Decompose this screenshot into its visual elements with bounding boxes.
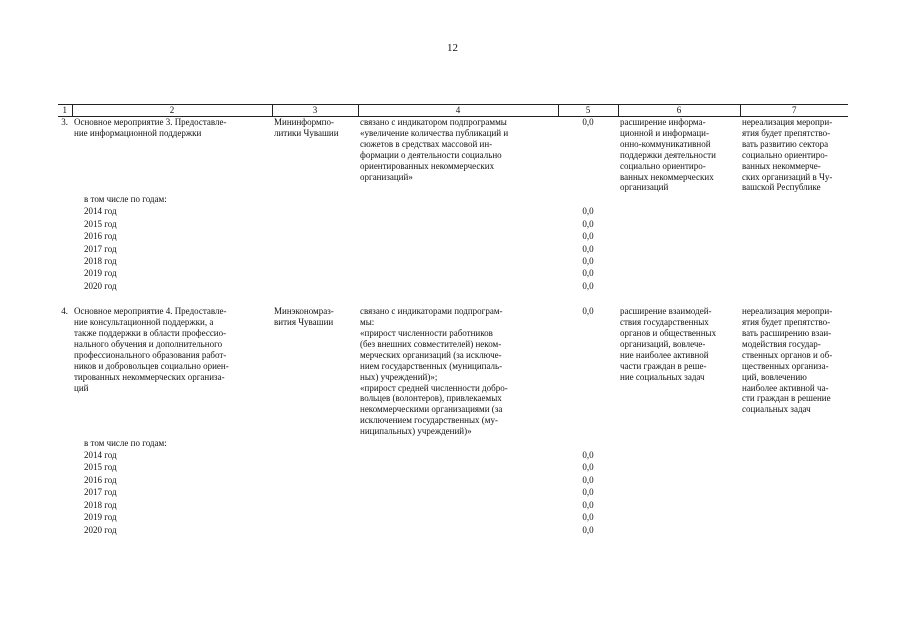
expected-result-line: организаций <box>620 182 669 193</box>
funding-amount: 0,0 <box>582 306 594 317</box>
table-row <box>58 306 848 437</box>
table-body <box>58 117 848 536</box>
executor-line: Мининформпо- <box>274 117 334 127</box>
risk-consequence-line: модействия государ- <box>742 338 821 349</box>
year-label: 2020 год <box>84 524 117 535</box>
year-row <box>58 267 848 279</box>
event-name-line: нального обучения и дополнительного <box>74 338 223 349</box>
table-row <box>58 117 848 194</box>
year-row <box>58 524 848 536</box>
year-amount: 0,0 <box>582 462 594 473</box>
indicator-link-line: связано с индикатором подпрограммы <box>360 117 507 127</box>
year-row <box>58 474 848 486</box>
event-name <box>72 306 272 437</box>
year-label: 2014 год <box>84 206 117 217</box>
indicator-link-line: сюжетов в средствах массовой ин- <box>360 138 493 149</box>
years-intro-row <box>58 193 848 205</box>
years-label: в том числе по годам: <box>84 194 167 205</box>
year-amount: 0,0 <box>582 243 594 254</box>
year-row <box>58 230 848 242</box>
risk-consequence-line: вашской Республике <box>742 182 821 193</box>
indicator-link-line: некоммерческими организациями (за <box>360 404 503 415</box>
expected-result-line: ционной и информаци- <box>620 127 709 138</box>
risk-consequence-line: сти граждан в решение <box>742 393 831 404</box>
year-row <box>58 461 848 473</box>
header-col-6: 6 <box>618 105 740 117</box>
executor-line: вития Чувашии <box>274 317 334 328</box>
year-label: 2019 год <box>84 268 117 279</box>
header-col-7: 7 <box>740 105 848 117</box>
event-name-line: также поддержки в области профессио- <box>74 328 227 338</box>
expected-result-line: поддержки деятельности <box>620 149 716 160</box>
executor <box>272 117 358 194</box>
risk-consequence-line: ций, вовлечению <box>742 371 807 382</box>
year-row <box>58 243 848 255</box>
risk-consequence-line: ятия будет препятство- <box>742 317 831 328</box>
indicator-link-line: мерческих организаций (за исключе- <box>360 349 502 360</box>
header-col-4: 4 <box>358 105 558 117</box>
year-label: 2019 год <box>84 512 117 523</box>
year-amount: 0,0 <box>582 231 594 242</box>
expected-result-line: органов и общественных <box>620 328 717 338</box>
year-label: 2018 год <box>84 255 117 266</box>
year-label: 2017 год <box>84 243 117 254</box>
year-row <box>58 499 848 511</box>
risk-consequence-line: нереализация меропри- <box>742 117 833 127</box>
indicator-link-line: ных) учреждений)»; <box>360 371 438 382</box>
event-name-line: Основное мероприятие 3. Предоставле- <box>74 117 227 127</box>
row-number: 4. <box>61 306 68 317</box>
expected-result-line: социально ориентиро- <box>620 160 706 171</box>
risk-consequence-line: вать развитию сектора <box>742 138 829 149</box>
risk-consequence-line: ских организаций в Чу- <box>742 171 833 182</box>
year-row <box>58 218 848 230</box>
risk-consequence-line: социальных задач <box>742 404 811 415</box>
indicator-link-line: организаций» <box>360 171 413 182</box>
expected-result-line: ние наиболее активной <box>620 349 709 360</box>
program-activities-table <box>58 104 848 536</box>
indicator-link-line: связано с индикаторами подпрограм- <box>360 306 503 317</box>
year-amount: 0,0 <box>582 524 594 535</box>
year-label: 2018 год <box>84 499 117 510</box>
document-table-wrapper <box>58 104 848 536</box>
header-col-2: 2 <box>72 105 272 117</box>
risk-consequence-line: наиболее активной ча- <box>742 382 829 393</box>
indicator-link-line: нием государственных (муниципаль- <box>360 360 503 371</box>
header-col-3: 3 <box>272 105 358 117</box>
header-row <box>58 105 848 117</box>
risk-consequence-line: вать расширению взаи- <box>742 328 832 338</box>
year-row <box>58 205 848 217</box>
indicator-link-line: (без внешних совместителей) неком- <box>360 338 502 349</box>
risk-consequence <box>740 117 848 194</box>
year-amount: 0,0 <box>582 218 594 229</box>
year-label: 2016 год <box>84 231 117 242</box>
year-row <box>58 255 848 267</box>
indicator-link-line: ориентированных некоммерческих <box>360 160 495 171</box>
year-amount: 0,0 <box>582 255 594 266</box>
event-name-line: ние информационной поддержки <box>74 127 202 138</box>
event-name <box>72 117 272 194</box>
expected-result-line: ствия государственных <box>620 317 709 328</box>
indicator-link-line: исключением государственных (му- <box>360 415 498 426</box>
expected-result-line: расширение взаимодей- <box>620 306 712 317</box>
risk-consequence <box>740 306 848 437</box>
event-name-line: Основное мероприятие 4. Предоставле- <box>74 306 227 317</box>
spacer-row <box>58 292 848 306</box>
years-intro-row <box>58 437 848 449</box>
risk-consequence-line: ятия будет препятство- <box>742 127 831 138</box>
header-col-5: 5 <box>558 105 618 117</box>
year-label: 2016 год <box>84 474 117 485</box>
indicator-link-line: формации о деятельности социально <box>360 149 502 160</box>
risk-consequence-line: нереализация меропри- <box>742 306 833 317</box>
indicator-link-line: ниципальных) учреждений)» <box>360 426 472 437</box>
expected-result-line: ванных некоммерческих <box>620 171 714 182</box>
indicator-link-line: «прирост численности работников <box>360 328 493 338</box>
year-amount: 0,0 <box>582 280 594 291</box>
expected-result-line: организаций, вовлече- <box>620 338 706 349</box>
expected-result <box>618 306 740 437</box>
risk-consequence-line: щественных организа- <box>742 360 829 371</box>
indicator-link-line: мы: <box>360 317 375 328</box>
indicator-link <box>358 306 558 437</box>
risk-consequence-line: социально ориентиро- <box>742 149 828 160</box>
expected-result <box>618 117 740 194</box>
event-name-line: ций <box>74 382 89 393</box>
year-row <box>58 486 848 498</box>
risk-consequence-line: ственных органов и об- <box>742 349 833 360</box>
indicator-link-line: вольцев (волонтеров), привлекаемых <box>360 393 502 404</box>
year-amount: 0,0 <box>582 499 594 510</box>
header-col-1: 1 <box>58 105 72 117</box>
indicator-link-line: «прирост средней численности добро- <box>360 382 508 393</box>
event-name-line: профессионального образования работ- <box>74 349 227 360</box>
year-amount: 0,0 <box>582 450 594 461</box>
executor <box>272 306 358 437</box>
year-row <box>58 511 848 523</box>
event-name-line: ние консультационной поддержки, а <box>74 317 214 328</box>
years-label: в том числе по годам: <box>84 438 167 449</box>
year-amount: 0,0 <box>582 512 594 523</box>
year-row <box>58 449 848 461</box>
page-number: 12 <box>447 42 458 54</box>
year-amount: 0,0 <box>582 474 594 485</box>
risk-consequence-line: ванных некоммерче- <box>742 160 821 171</box>
expected-result-line: расширение информа- <box>620 117 706 127</box>
executor-line: литики Чувашии <box>274 127 339 138</box>
year-label: 2017 год <box>84 487 117 498</box>
year-amount: 0,0 <box>582 487 594 498</box>
year-label: 2014 год <box>84 450 117 461</box>
year-label: 2015 год <box>84 462 117 473</box>
year-amount: 0,0 <box>582 206 594 217</box>
year-label: 2015 год <box>84 218 117 229</box>
event-name-line: ников и добровольцев социально ориен- <box>74 360 229 371</box>
event-name-line: тированных некоммерческих организа- <box>74 371 225 382</box>
expected-result-line: онно-коммуникативной <box>620 138 711 149</box>
expected-result-line: части граждан в реше- <box>620 360 707 371</box>
row-number: 3. <box>61 117 68 127</box>
funding-amount: 0,0 <box>582 117 594 127</box>
year-label: 2020 год <box>84 280 117 291</box>
indicator-link-line: «увеличение количества публикаций и <box>360 127 509 138</box>
year-amount: 0,0 <box>582 268 594 279</box>
expected-result-line: ние социальных задач <box>620 371 705 382</box>
indicator-link <box>358 117 558 194</box>
executor-line: Минэкономраз- <box>274 306 334 317</box>
year-row <box>58 280 848 292</box>
